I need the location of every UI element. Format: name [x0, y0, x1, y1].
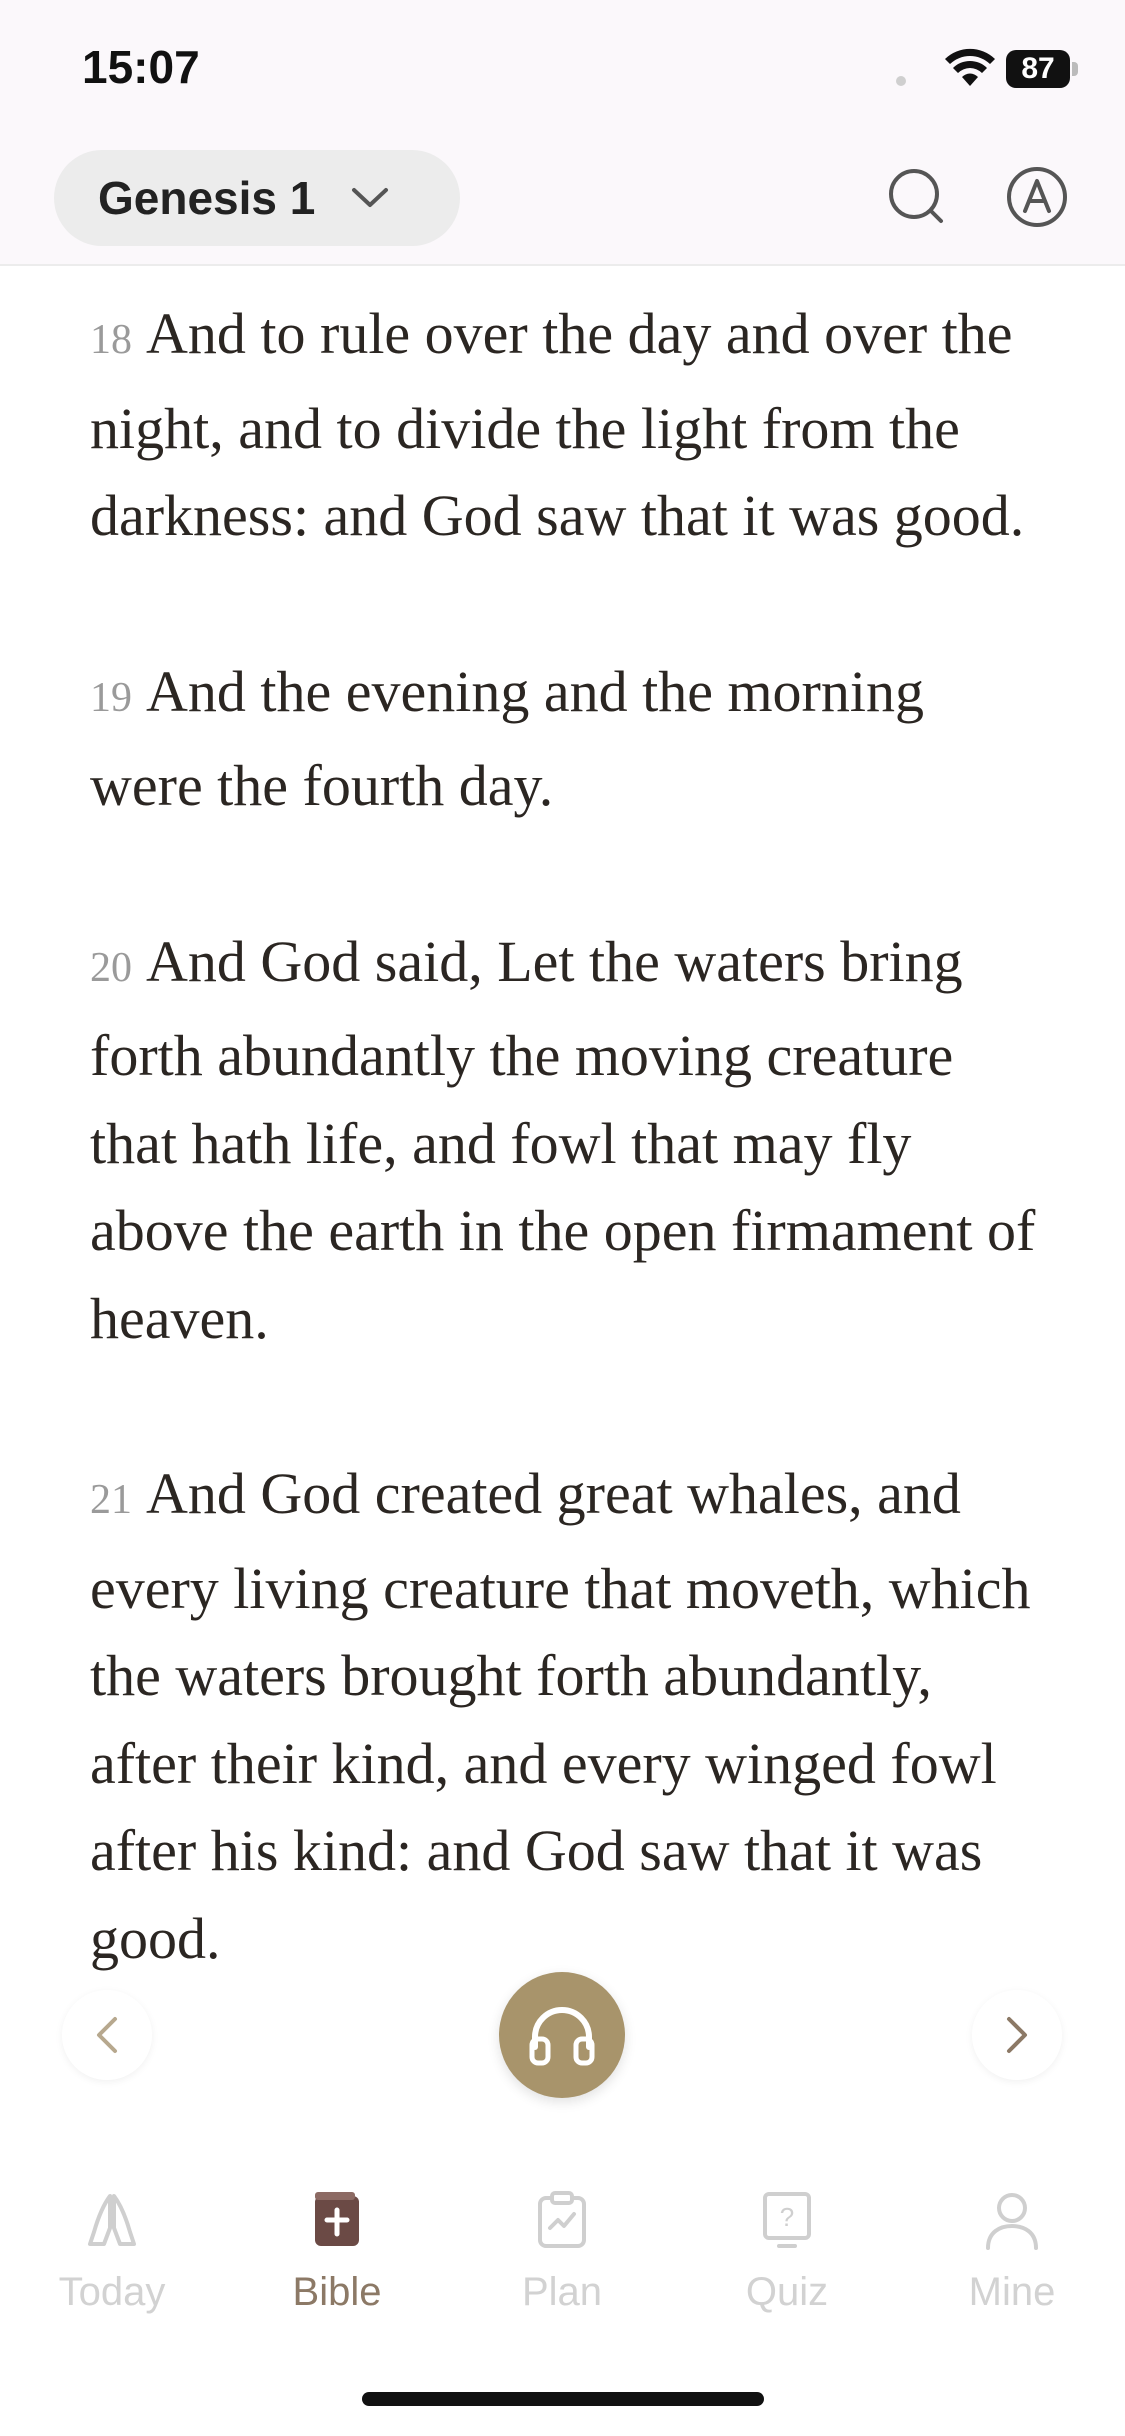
battery-indicator: [1006, 50, 1078, 88]
chevron-right-icon: [1003, 2015, 1031, 2055]
battery-level: 87: [1006, 50, 1070, 88]
book-chapter-label: Genesis 1: [98, 172, 316, 224]
font-settings-icon[interactable]: [1006, 166, 1068, 228]
person-icon: [980, 2188, 1044, 2252]
verse-text: And to rule over the day and over the night, and to divide the light from the darkness: and God saw that it was good.: [90, 301, 1025, 548]
plan-icon: [530, 2188, 594, 2252]
verse-18[interactable]: [90, 290, 1050, 560]
tab-label: Today: [58, 2270, 166, 2314]
headphones-icon: [527, 2003, 597, 2067]
audio-play-button[interactable]: [499, 1972, 625, 2098]
search-icon[interactable]: [886, 166, 946, 226]
wifi-icon: [944, 48, 996, 88]
quiz-icon: [755, 2188, 819, 2252]
tab-today[interactable]: [12, 2188, 212, 2328]
book-chapter-selector[interactable]: [54, 150, 460, 246]
verse-20[interactable]: [90, 918, 1050, 1363]
verse-text: And God created great whales, and every living creature that moveth, which the waters brought forth abundantly, after their kind, and every winged fowl after his kind: and God saw that it was good.: [90, 1461, 1031, 1971]
previous-chapter-button[interactable]: [62, 1990, 152, 2080]
home-indicator: [362, 2392, 764, 2406]
tab-bible[interactable]: [237, 2188, 437, 2328]
svg-text:?: ?: [779, 2202, 795, 2232]
status-dot: [896, 76, 906, 86]
tab-plan[interactable]: [462, 2188, 662, 2328]
tab-quiz[interactable]: [687, 2188, 887, 2328]
bible-icon: [305, 2188, 369, 2252]
scripture-content[interactable]: [90, 290, 1050, 2150]
chevron-left-icon: [93, 2015, 121, 2055]
chevron-down-icon: [351, 186, 389, 210]
reader-header: [0, 140, 1125, 266]
tab-label: Quiz: [745, 2270, 829, 2314]
battery-cap: [1072, 62, 1078, 76]
tab-label: Plan: [521, 2270, 603, 2314]
praying-hands-icon: [80, 2188, 144, 2252]
status-time: 15:07: [82, 41, 200, 93]
verse-text: And God said, Let the waters bring forth abundantly the moving creature that hath life, and fowl that may fly above the earth in the open firmament of heaven.: [90, 928, 1036, 1351]
tab-label: Mine: [968, 2270, 1056, 2314]
tab-label: Bible: [292, 2270, 382, 2314]
verse-number: 20: [90, 944, 132, 991]
verse-number: 21: [90, 1477, 132, 1523]
verse-text: And the evening and the morning were the fourth day.: [90, 658, 924, 818]
status-bar: [0, 0, 1125, 140]
verse-number: 19: [90, 674, 132, 721]
verse-number: 18: [90, 317, 132, 363]
next-chapter-button[interactable]: [972, 1990, 1062, 2080]
verse-19[interactable]: [90, 648, 1050, 830]
tab-mine[interactable]: [912, 2188, 1112, 2328]
verse-21[interactable]: [90, 1450, 1050, 1982]
